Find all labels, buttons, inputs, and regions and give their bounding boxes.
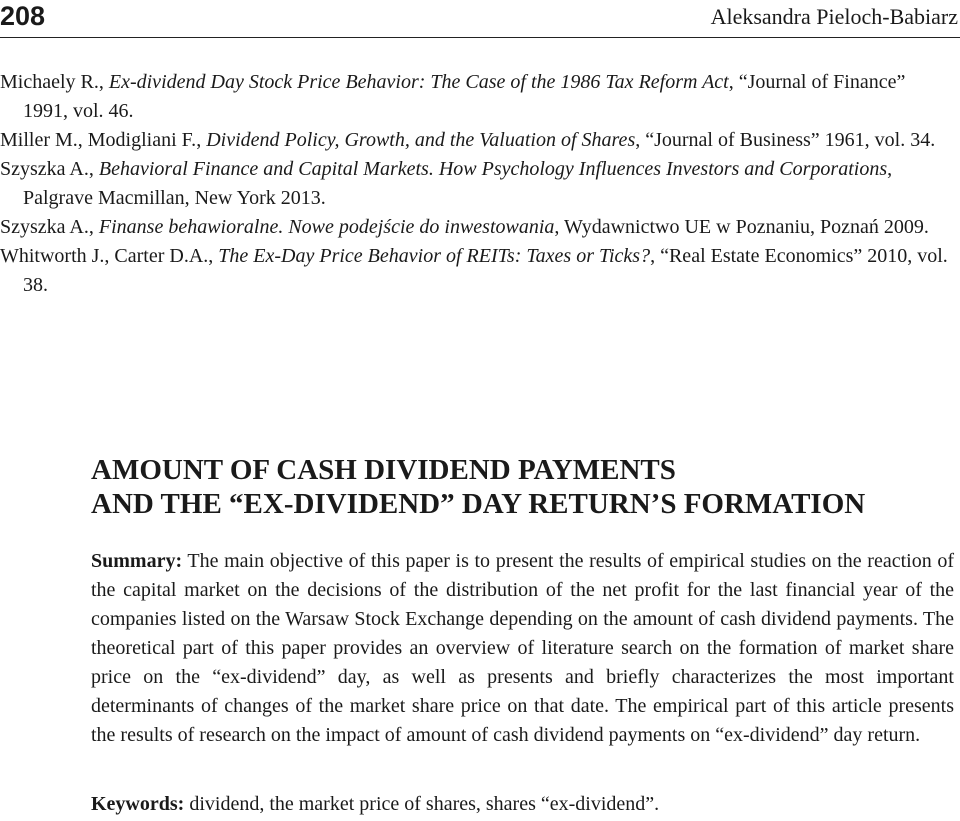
header-rule (0, 37, 960, 38)
reference-entry: Whitworth J., Carter D.A., The Ex-Day Price Behavior of REITs: Taxes or Ticks?, “Real Estate Economics” 2010, vol. 38. (0, 245, 948, 296)
running-head-author: Aleksandra Pieloch-Babiarz (710, 4, 958, 29)
article-title-line-1: AMOUNT OF CASH DIVIDEND PAYMENTS (91, 454, 676, 486)
reference-source: , “Journal of Finance” 1991, vol. 46. (23, 71, 906, 122)
article-title-line-2: AND THE “EX-DIVIDEND” DAY RETURN’S FORMATION (91, 488, 866, 520)
reference-source: , “Journal of Business” 1961, vol. 34. (635, 129, 936, 151)
reference-author: Michaely R. (0, 71, 99, 93)
reference-list (0, 68, 950, 300)
reference-entry: Michaely R., Ex-dividend Day Stock Price Behavior: The Case of the 1986 Tax Reform Act, “Journal of Finance” 1991, vol. 46. (0, 71, 906, 122)
reference-author: Szyszka A. (0, 216, 89, 238)
reference-title: The Ex-Day Price Behavior of REITs: Taxes or Ticks? (218, 245, 651, 267)
reference-title: Behavioral Finance and Capital Markets. How Psychology Influences Investors and Corporations (98, 158, 888, 180)
reference-author: Miller M., Modigliani F. (0, 129, 197, 151)
reference-source: , Wydawnictwo UE w Poznaniu, Poznań 2009. (554, 216, 929, 238)
reference-source: , “Real Estate Economics” 2010, vol. 38. (23, 245, 948, 296)
reference-author: Whitworth J., Carter D.A. (0, 245, 209, 267)
summary-label: Summary: (91, 550, 183, 572)
summary-text: The main objective of this paper is to present the results of empirical studies on the reaction of the capital market on the decisions of the distribution of the net profit for the last financial year of the companies listed on the Warsaw Stock Exchange depending on the amount of cash dividend payments. The theoretical part of this paper provides an overview of literature search on the formation of market share price on the “ex-dividend” day, as well as presents and briefly characterizes the most important determinants of changes of the market share price on that date. The empirical part of this article presents the results of research on the impact of amount of cash dividend payments on “ex-dividend” day return. (91, 550, 955, 746)
reference-author: Szyszka A. (0, 158, 89, 180)
reference-entry: Miller M., Modigliani F., Dividend Policy, Growth, and the Valuation of Shares, “Journal of Business” 1961, vol. 34. (0, 129, 936, 151)
page-number: 208 (0, 1, 46, 31)
reference-title: Dividend Policy, Growth, and the Valuation of Shares (206, 129, 636, 151)
reference-title: Finanse behawioralne. Nowe podejście do inwestowania (98, 216, 555, 238)
summary-paragraph (91, 547, 954, 750)
reference-entry: Szyszka A., Behavioral Finance and Capital Markets. How Psychology Influences Investors and Corporations, Palgrave Macmillan, New York 2013. (0, 158, 893, 209)
keywords-text: dividend, the market price of shares, shares “ex-dividend”. (189, 793, 660, 815)
keywords-paragraph (91, 790, 954, 819)
reference-entry: Szyszka A., Finanse behawioralne. Nowe podejście do inwestowania, Wydawnictwo UE w Poznaniu, Poznań 2009. (0, 216, 929, 238)
article-title (91, 453, 951, 521)
reference-source: , Palgrave Macmillan, New York 2013. (23, 158, 893, 209)
keywords-label: Keywords: (91, 793, 185, 815)
page-header (0, 0, 960, 34)
reference-title: Ex-dividend Day Stock Price Behavior: The Case of the 1986 Tax Reform Act (108, 71, 729, 93)
